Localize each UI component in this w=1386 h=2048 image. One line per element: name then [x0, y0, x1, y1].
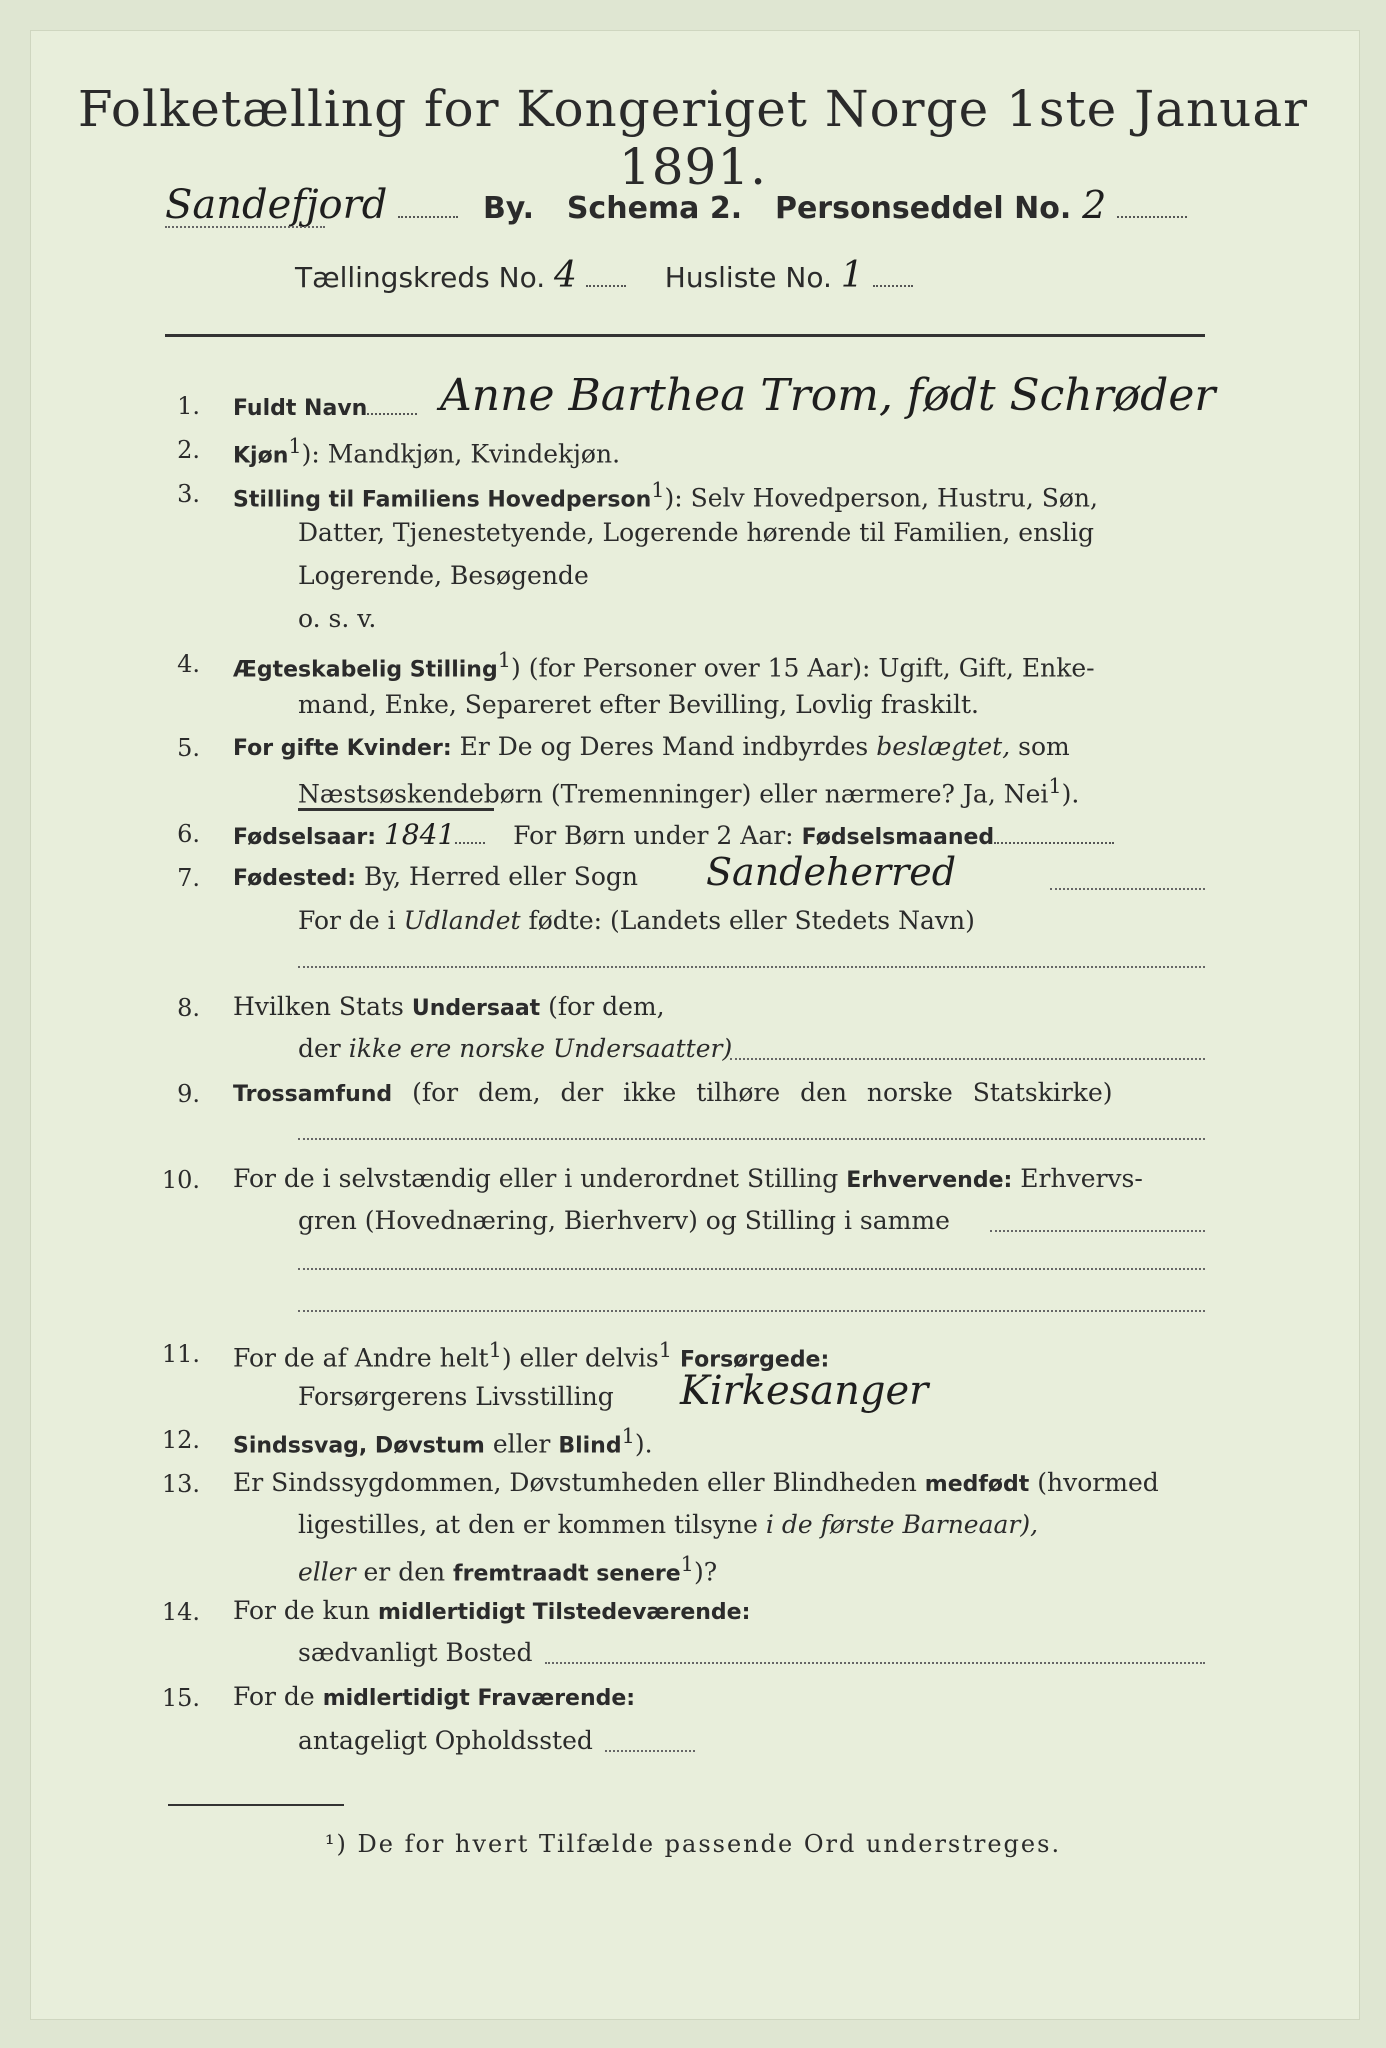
- birthplace-line-2: [298, 906, 975, 935]
- dots: [586, 284, 626, 287]
- schema-label: Schema 2.: [566, 191, 743, 226]
- temp-present-label: midlertidigt Tilstedeværende:: [377, 1600, 751, 1625]
- marital-status-line-2: mand, Enke, Separeret efter Bevilling, Lovlig fraskilt.: [298, 690, 979, 719]
- item-3: [233, 478, 1098, 512]
- dots: [398, 215, 458, 218]
- family-position-label: Stilling til Familiens Hovedperson: [233, 487, 652, 513]
- item-number: 6.: [177, 820, 200, 848]
- footnote-mark: 1: [1048, 774, 1062, 798]
- disability-label: Sindssvag, Døvstum: [233, 1433, 485, 1459]
- kreds-label: Tællingskreds No.: [295, 261, 546, 294]
- item-15: [233, 1682, 635, 1711]
- item-6: [233, 818, 1114, 851]
- item-4: [233, 648, 1095, 682]
- item-number: 8.: [177, 994, 200, 1022]
- birth-year-value: 1841: [383, 818, 456, 851]
- married-women-line-2-text: Næstsøskendebørn (Tremenninger) eller nærmere? Ja, Nei: [298, 779, 1049, 809]
- supported-line-2: [298, 1382, 614, 1411]
- temp-absent-prefix: For de: [233, 1682, 315, 1711]
- dotline: [298, 966, 1205, 968]
- dotline: [298, 1268, 1205, 1270]
- birth-month-intro: For Børn under 2 Aar:: [513, 821, 794, 850]
- header-line-1: [165, 182, 1187, 228]
- married-women-question: Er De og Deres Mand indbyrdes: [459, 732, 869, 761]
- birth-month-label: Fødselsmaaned: [801, 825, 995, 850]
- later-onset-label: fremtraadt senere: [453, 1561, 681, 1587]
- personseddel-label: Personseddel No.: [774, 191, 1072, 226]
- item-number: 14.: [161, 1598, 200, 1626]
- footnote-rule: [168, 1804, 344, 1806]
- nationality-line-2-prefix: der: [298, 1034, 341, 1063]
- foreign-born-prefix: For de i: [298, 906, 396, 935]
- city-dotline: [165, 226, 325, 228]
- item-10: [233, 1164, 1143, 1193]
- item-number: 7.: [177, 864, 200, 892]
- item-number: 4.: [177, 650, 200, 678]
- temp-present-line-2: sædvanligt Bosted: [298, 1638, 533, 1667]
- husliste-value: 1: [840, 255, 864, 296]
- marital-status-options: ) (for Personer over 15 Aar): Ugift, Gift, Enke-: [511, 653, 1095, 683]
- item-number: 11.: [161, 1340, 200, 1368]
- underline-mark: [298, 808, 494, 811]
- nationality-prefix: Hvilken Stats: [233, 992, 404, 1021]
- item-number: 3.: [177, 480, 200, 508]
- footnote-mark: 1: [621, 1424, 635, 1448]
- supported-prefix: For de af Andre helt: [233, 1343, 489, 1373]
- or-word: eller: [298, 1557, 356, 1587]
- footnote-mark: 1: [680, 1552, 694, 1576]
- item-1: [233, 392, 417, 421]
- footnote: ¹) De for hvert Tilfælde passende Ord understreges.: [324, 1830, 1062, 1858]
- foreign-born-suffix: fødte: (Landets eller Stedets Navn): [528, 906, 975, 935]
- item-5: [233, 732, 1070, 761]
- item-number: 1.: [177, 392, 200, 420]
- item-number: 12.: [161, 1426, 200, 1454]
- marital-status-label: Ægteskabelig Stilling: [233, 657, 498, 683]
- item-number: 13.: [161, 1470, 200, 1498]
- occupation-label: Erhvervende:: [846, 1168, 1013, 1193]
- congenital-line-2: [298, 1510, 1038, 1539]
- early-childhood-text: i de første Barneaar),: [765, 1510, 1039, 1539]
- family-position-line-4: o. s. v.: [298, 604, 377, 633]
- family-position-line-3: Logerende, Besøgende: [298, 561, 589, 590]
- temp-absent-label: midlertidigt Fraværende:: [322, 1686, 636, 1711]
- non-norwegian-text: ikke ere norske Undersaatter): [348, 1034, 733, 1063]
- census-form-sheet: [30, 30, 1360, 2020]
- congenital-line-3: [298, 1552, 717, 1586]
- dots: [455, 841, 485, 844]
- occupation-suffix: Erhvervs-: [1020, 1164, 1143, 1193]
- religion-prompt: (for dem, der ikke tilhøre den norske Statskirke): [412, 1078, 1113, 1107]
- footnote-mark: 1: [497, 648, 511, 672]
- supporter-occupation-value: Kirkesanger: [680, 1368, 929, 1414]
- congenital-line-2-text: ligestilles, at den er kommen tilsyne: [298, 1510, 758, 1539]
- dotline: [605, 1750, 695, 1752]
- disability-or: eller: [492, 1429, 551, 1459]
- related-word: beslægtet,: [876, 732, 1011, 761]
- item-7: [233, 862, 638, 891]
- dotline: [1050, 888, 1205, 890]
- dotline: [298, 1138, 1205, 1140]
- item-number: 10.: [161, 1166, 200, 1194]
- item-number: 2.: [177, 436, 200, 464]
- dotline: [298, 1310, 1205, 1312]
- personseddel-value: 2: [1082, 183, 1107, 227]
- birthplace-prompt: By, Herred eller Sogn: [363, 862, 639, 891]
- congenital-label: medfødt: [924, 1472, 1030, 1497]
- married-women-text-end: som: [1018, 732, 1070, 761]
- dots: [994, 841, 1114, 844]
- family-position-options: ): Selv Hovedperson, Hustru, Søn,: [664, 483, 1098, 513]
- dots: [873, 284, 913, 287]
- item-9: [233, 1078, 1113, 1107]
- family-position-line-2: Datter, Tjenestetyende, Logerende hørende til Familien, enslig: [298, 518, 1095, 547]
- item-14: [233, 1596, 750, 1625]
- header-line-2: [295, 255, 913, 296]
- temp-present-prefix: For de kun: [233, 1596, 371, 1625]
- item-number: 15.: [161, 1684, 200, 1712]
- congenital-line-3-end: )?: [693, 1557, 718, 1587]
- form-title: Folketælling for Kongeriget Norge 1ste Januar 1891.: [77, 80, 1309, 196]
- item-number: 9.: [177, 1080, 200, 1108]
- congenital-line-3-text: er den: [363, 1557, 446, 1587]
- footnote-mark: 1: [651, 478, 665, 502]
- city-handwritten: Sandefjord: [165, 182, 388, 228]
- footnote-mark: 1: [488, 1338, 502, 1362]
- birthplace-label: Fødested:: [233, 866, 356, 891]
- item-13: [233, 1468, 1159, 1497]
- temp-absent-line-2: antageligt Opholdssted: [298, 1726, 593, 1755]
- husliste-label: Husliste No.: [664, 261, 832, 294]
- birth-year-label: Fødselsaar:: [233, 825, 376, 850]
- dotline: [730, 1058, 1205, 1060]
- birthplace-value: Sandeherred: [706, 850, 957, 894]
- sex-options: ): Mandkjøn, Kvindekjøn.: [301, 439, 621, 469]
- supporter-occupation-label: Forsørgerens Livsstilling: [298, 1382, 614, 1411]
- by-label: By.: [482, 191, 535, 226]
- footnote-mark: 1: [658, 1338, 673, 1362]
- nationality-line-2: [298, 1034, 732, 1063]
- married-women-line-2: [298, 774, 1079, 808]
- full-name-value: Anne Barthea Trom, født Schrøder: [440, 370, 1216, 421]
- supported-label: Forsørgede:: [679, 1347, 830, 1373]
- dots: [1117, 215, 1187, 218]
- dotline: [545, 1662, 1205, 1664]
- supported-mid: ) eller delvis: [501, 1343, 659, 1373]
- occupation-line-2: [298, 1206, 950, 1235]
- congenital-suffix: (hvormed: [1037, 1468, 1159, 1497]
- header-rule: [165, 334, 1205, 337]
- abroad-word: Udlandet: [403, 906, 521, 935]
- footnote-mark: 1: [288, 434, 302, 458]
- occupation-prefix: For de i selvstændig eller i underordnet Stilling: [233, 1164, 839, 1193]
- congenital-prefix: Er Sindssygdommen, Døvstumheden eller Blindheden: [233, 1468, 917, 1497]
- item-2: [233, 434, 620, 468]
- disability-end: ).: [634, 1429, 653, 1459]
- item-8: [233, 992, 665, 1021]
- item-number: 5.: [177, 734, 200, 762]
- religion-label: Trossamfund: [233, 1082, 393, 1107]
- nationality-suffix: (for dem,: [548, 992, 665, 1021]
- sex-label: Kjøn: [233, 443, 289, 469]
- item-12: [233, 1424, 653, 1458]
- dots: [367, 412, 417, 415]
- blind-label: Blind: [558, 1433, 622, 1459]
- dotline: [990, 1230, 1205, 1232]
- married-women-label: For gifte Kvinder:: [233, 736, 452, 761]
- full-name-label: Fuldt Navn: [233, 396, 368, 421]
- kreds-value: 4: [554, 255, 577, 296]
- nationality-label: Undersaat: [411, 996, 541, 1021]
- occupation-line-2-text: gren (Hovednæring, Bierhverv) og Stilling i samme: [298, 1206, 950, 1235]
- married-women-line-2-end: ).: [1061, 779, 1080, 809]
